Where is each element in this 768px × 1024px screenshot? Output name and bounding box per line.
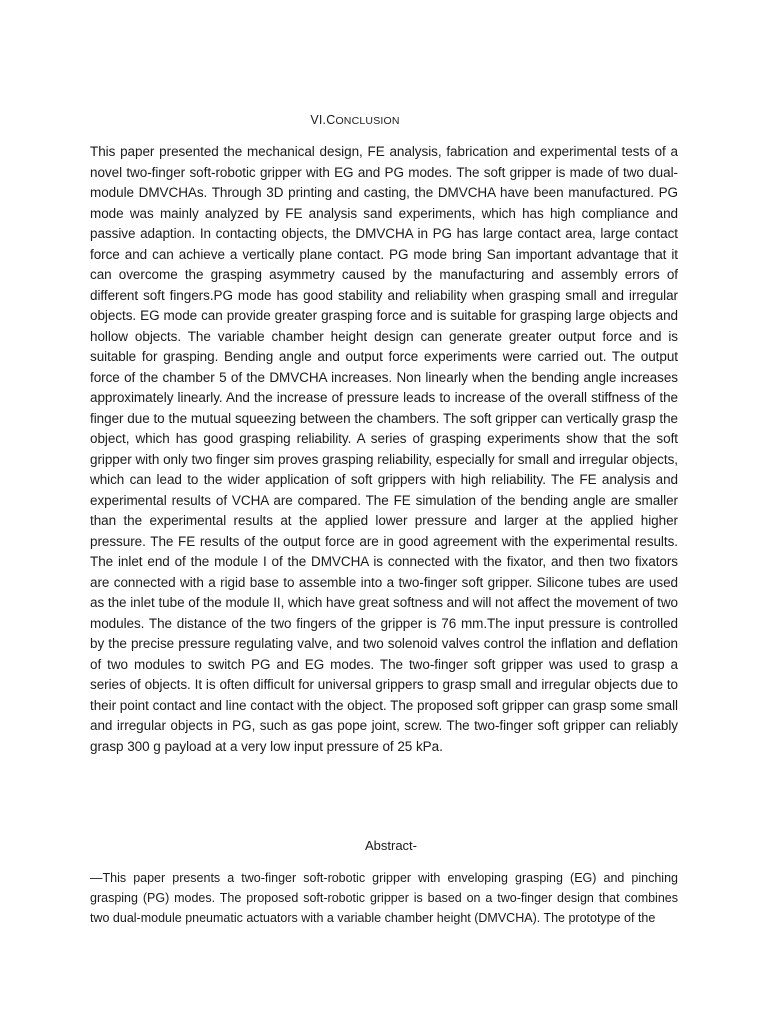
abstract-paragraph: —This paper presents a two-finger soft-robotic gripper with enveloping grasping (EG) and pinching grasping (PG) modes. The proposed soft-robotic gripper is based on a two-finger design that combines two dual-module pneumatic actuators with a variable chamber height (DMVCHA). The prototype of the xyxy=(90,871,678,925)
section-title-rest: ONCLUSION xyxy=(335,115,400,127)
section-heading-conclusion xyxy=(0,113,710,127)
section-title-initial: C xyxy=(326,113,336,127)
conclusion-paragraph: This paper presented the mechanical design, FE analysis, fabrication and experimental tests of a novel two-finger soft-robotic gripper with EG and PG modes. The soft gripper is made of two dual-module DMVCHAs. Through 3D printing and casting, the DMVCHA have been manufactured. PG mode was mainly analyzed by FE analysis sand experiments, which has high compliance and passive adaption. In contacting objects, the DMVCHA in PG has large contact area, large contact force and can achieve a vertically plane contact. PG mode bring San important advantage that it can overcome the grasping asymmetry caused by the manufacturing and assembly errors of different soft fingers.PG mode has good stability and reliability when grasping small and irregular objects. EG mode can provide greater grasping force and is suitable for grasping large objects and hollow objects. The variable chamber height design can generate greater output force and is suitable for grasping. Bending angle and output force experiments were carried out. The output force of the chamber 5 of the DMVCHA increases. Non linearly when the bending angle increases approximately linearly. And the increase of pressure leads to increase of the overall stiffness of the finger due to the mutual squeezing between the chambers. The soft gripper can vertically grasp the object, which has good grasping reliability. A series of grasping experiments show that the soft gripper with only two finger sim proves grasping reliability, especially for small and irregular objects, which can lead to the wider application of soft grippers with high reliability. The FE analysis and experimental results of VCHA are compared. The FE simulation of the bending angle are smaller than the experimental results at the applied lower pressure and larger at the applied higher pressure. The FE results of the output force are in good agreement with the experimental results. The inlet end of the module I of the DMVCHA is connected with the fixator, and then two fixators are connected with a rigid base to assemble into a two-finger soft gripper. Silicone tubes are used as the inlet tube of the module II, which have great softness and will not affect the movement of two modules. The distance of the two fingers of the gripper is 76 mm.The input pressure is controlled by the precise pressure regulating valve, and two solenoid valves control the inflation and deflation of two modules to switch PG and EG modes. The two-finger soft gripper was used to grasp a series of objects. It is often difficult for universal grippers to grasp small and irregular objects due to their point contact and line contact with the object. The proposed soft gripper can grasp some small and irregular objects in PG, such as gas pope joint, screw. The two-finger soft gripper can reliably grasp 300 g payload at a very low input pressure of 25 kPa. xyxy=(90,144,678,754)
abstract-heading: Abstract- xyxy=(364,838,417,853)
section-number: VI. xyxy=(310,113,327,127)
